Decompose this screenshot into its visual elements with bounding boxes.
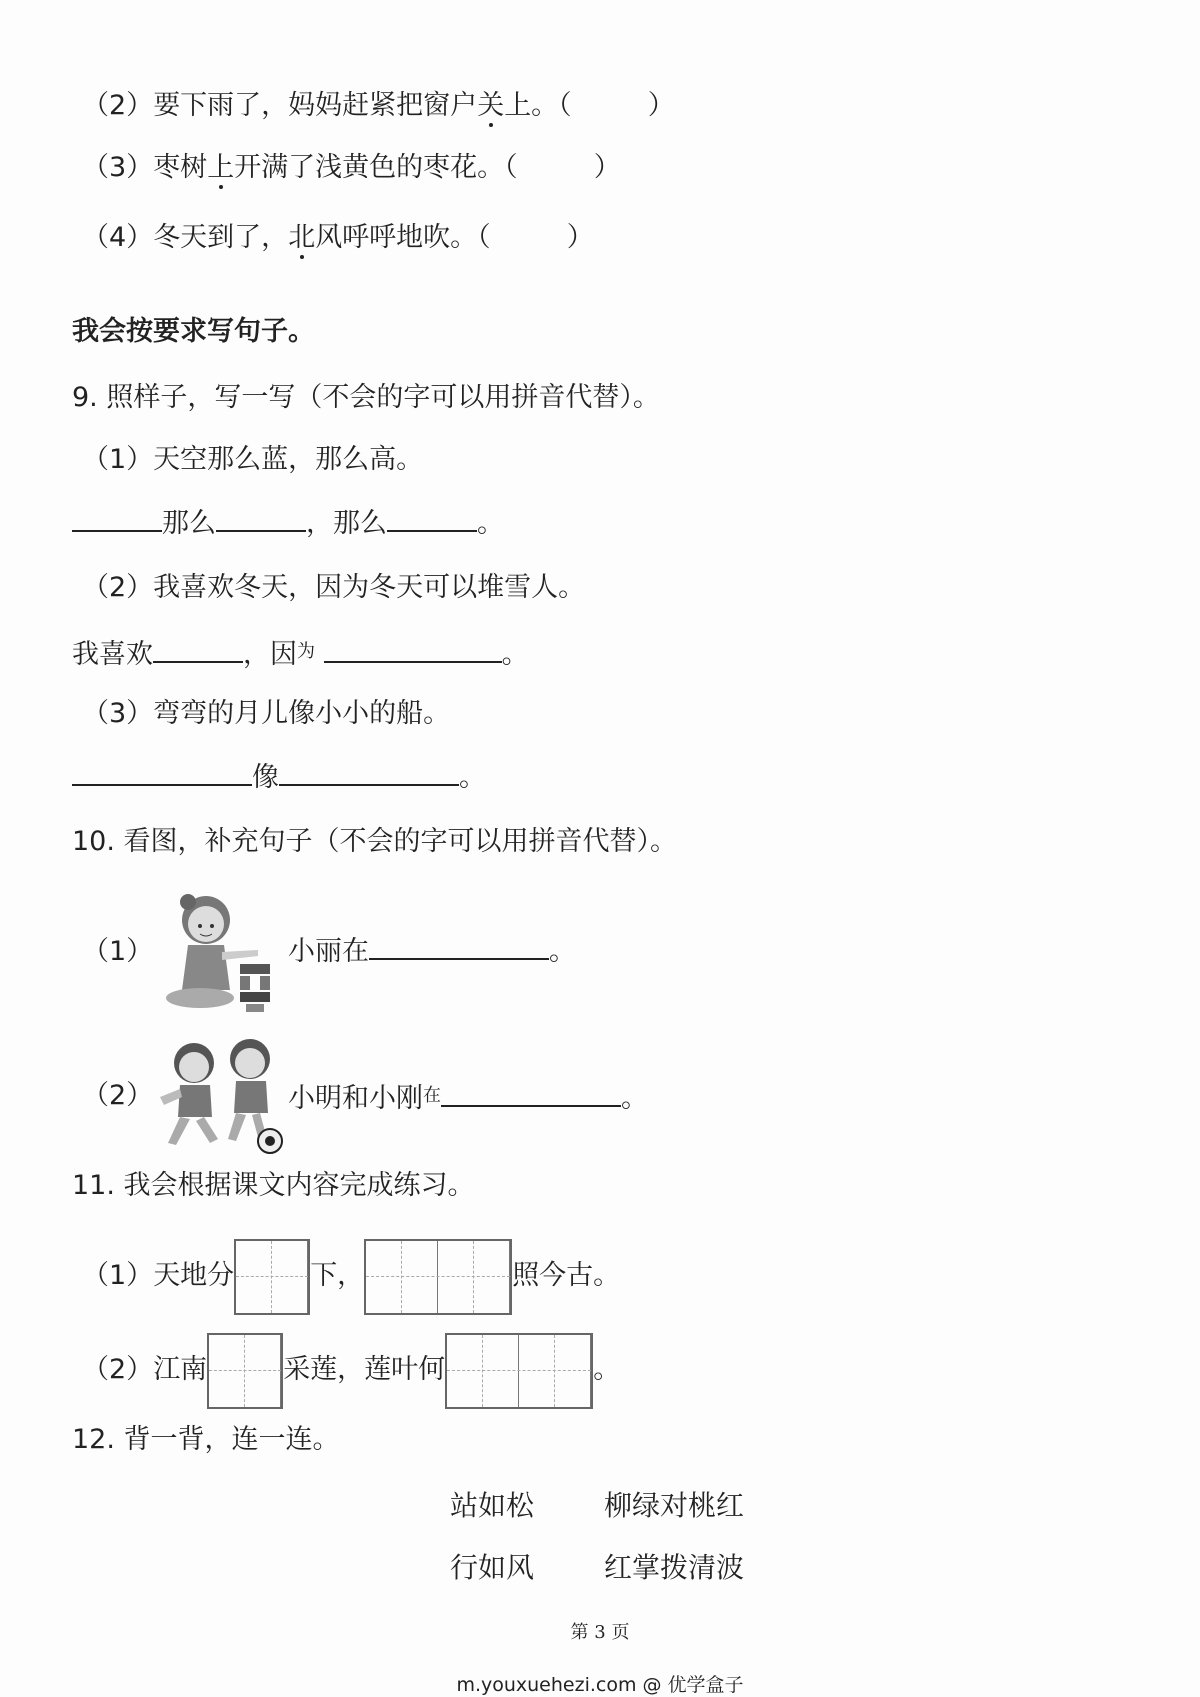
poem-right-1[interactable]: 柳绿对桃红 bbox=[604, 1489, 745, 1522]
tian-grid[interactable] bbox=[445, 1333, 593, 1409]
poem-right-2[interactable]: 红掌拨清波 bbox=[604, 1551, 745, 1584]
q9-title: 9. 照样子，写一写（不会的字可以用拼音代替）。 bbox=[72, 382, 660, 413]
q9-example-2: （2）我喜欢冬天，因为冬天可以堆雪人。 bbox=[82, 572, 586, 603]
blank[interactable] bbox=[441, 1079, 621, 1107]
q11-item-2: （2）江南 采莲，莲叶何 。 bbox=[82, 1330, 620, 1410]
tian-grid[interactable] bbox=[364, 1239, 512, 1315]
q10-title: 10. 看图，补充句子（不会的字可以用拼音代替）。 bbox=[72, 826, 678, 857]
judge-item-2: （2）要下雨了，妈妈赶紧把窗户关上。（ ） bbox=[82, 90, 675, 121]
q11-title: 11. 我会根据课文内容完成练习。 bbox=[72, 1170, 475, 1201]
q9-fill-2: 我喜欢 ，因$^为$ 。 bbox=[72, 632, 529, 675]
section-heading: 我会按要求写句子。 bbox=[72, 316, 315, 347]
judge-item-4: （4）冬天到了，北风呼呼地吹。（ ） bbox=[82, 222, 594, 253]
q9-example-3: （3）弯弯的月儿像小小的船。 bbox=[82, 698, 451, 729]
judge-item-3: （3）枣树上开满了浅黄色的枣花。（ ） bbox=[82, 152, 621, 183]
boys-playing-football-image bbox=[160, 1035, 285, 1155]
q9-fill-1: 那么 ，那么 。 bbox=[72, 504, 504, 544]
q10-item-1: 小丽在 。 bbox=[288, 932, 576, 972]
poem-left-1[interactable]: 站如松 bbox=[450, 1489, 535, 1522]
blank[interactable] bbox=[72, 504, 162, 532]
blank[interactable] bbox=[153, 635, 243, 663]
dotted-char: 上 bbox=[207, 152, 235, 183]
blank[interactable] bbox=[72, 758, 252, 786]
girl-playing-blocks-image bbox=[160, 890, 280, 1015]
q12-title: 12. 背一背，连一连。 bbox=[72, 1424, 340, 1455]
q10-item-1-num: （1） bbox=[82, 936, 154, 967]
q11-item-1: （1）天地分 下， 照今古。 bbox=[82, 1236, 620, 1316]
blank[interactable] bbox=[279, 758, 459, 786]
q9-fill-3: 像 。 bbox=[72, 758, 486, 798]
blank[interactable] bbox=[387, 504, 477, 532]
page-number: 第 3 页 bbox=[570, 1622, 630, 1643]
dotted-char: 北 bbox=[288, 222, 316, 253]
blank[interactable] bbox=[369, 932, 549, 960]
q9-example-1: （1）天空那么蓝，那么高。 bbox=[82, 444, 424, 475]
blank[interactable] bbox=[216, 504, 306, 532]
tian-grid[interactable] bbox=[207, 1333, 283, 1409]
blank[interactable] bbox=[324, 635, 502, 663]
q10-item-2: 小明和小刚$^在$ 。 bbox=[288, 1076, 648, 1119]
dotted-char: 关 bbox=[477, 90, 505, 121]
q10-item-2-num: （2） bbox=[82, 1080, 154, 1111]
poem-left-2[interactable]: 行如风 bbox=[450, 1551, 535, 1584]
site-footer: m.youxuehezi.com @ 优学盒子 bbox=[456, 1674, 744, 1696]
tian-grid[interactable] bbox=[234, 1239, 310, 1315]
